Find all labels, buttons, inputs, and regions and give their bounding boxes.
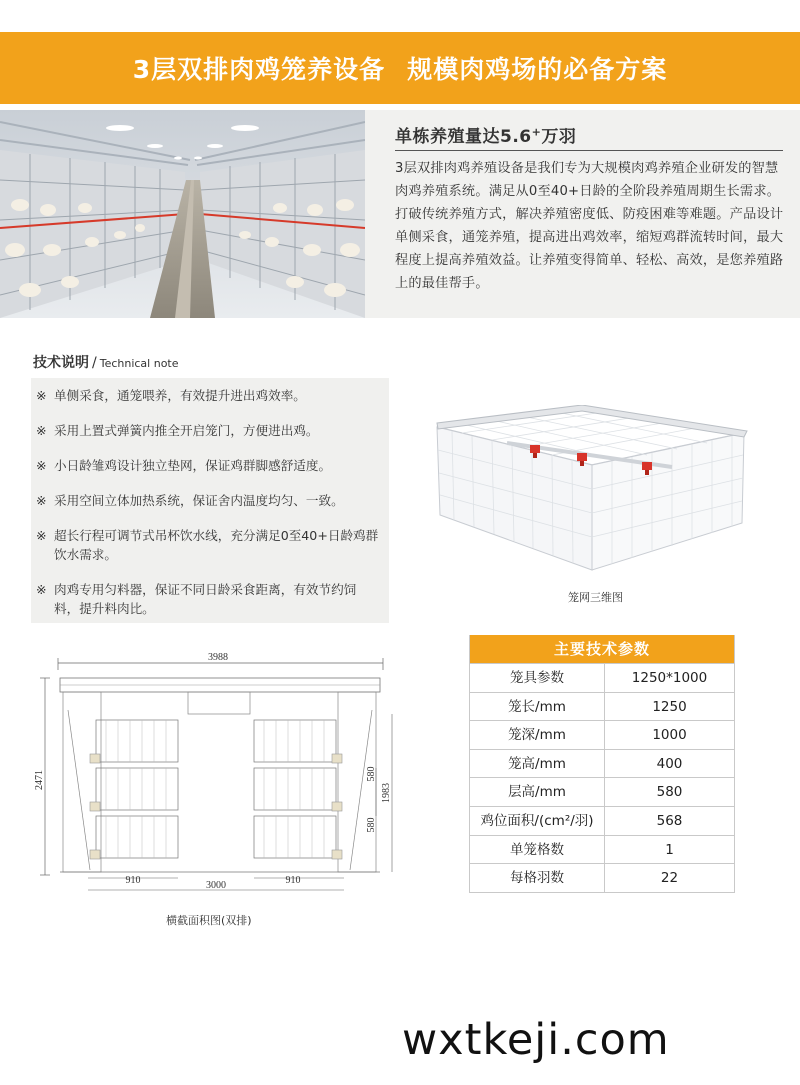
cage-3d-illustration bbox=[432, 405, 752, 575]
table-row: 每格羽数 22 bbox=[470, 863, 734, 892]
tech-note-title: 技术说明 / Technical note bbox=[33, 355, 179, 371]
table-row: 单笼格数 1 bbox=[470, 835, 734, 864]
table-row: 笼深/mm 1000 bbox=[470, 720, 734, 749]
list-item: ※ 肉鸡专用匀料器，保证不同日龄采食距离，有效节约饲料，提升料肉比。 bbox=[36, 582, 357, 616]
list-item: ※ 采用上置式弹簧内推全开启笼门，方便进出鸡。 bbox=[36, 423, 319, 438]
dim-total-height: 2471 bbox=[34, 770, 45, 790]
list-item: ※ 单侧采食，通笼喂养，有效提升进出鸡效率。 bbox=[36, 388, 306, 403]
tech-params-table bbox=[469, 635, 735, 893]
list-item: ※ 小日龄雏鸡设计独立垫网，保证鸡群脚感舒适度。 bbox=[36, 458, 332, 473]
dim-total-width: 3988 bbox=[208, 652, 228, 663]
table-row: 层高/mm 580 bbox=[470, 777, 734, 806]
dim-center-width: 3000 bbox=[206, 880, 226, 891]
intro-panel bbox=[365, 110, 800, 318]
list-item: ※ 采用空间立体加热系统，保证舍内温度均匀、一致。 bbox=[36, 493, 344, 508]
list-item: ※ 超长行程可调节式吊杯饮水线，充分满足0至40+日龄鸡群饮水需求。 bbox=[36, 528, 379, 562]
dim-tier-height-a: 580 bbox=[366, 766, 377, 782]
intro-body: 3层双排肉鸡养殖设备是我们专为大规模肉鸡养殖企业研发的智慧肉鸡养殖系统。满足从0至40+日龄的全阶段养殖周期生长需求。打破传统养殖方式，解决养殖密度低、防疫困难等难题。产品设计单侧采食，通笼养殖，提高进出鸡效率，缩短鸡群流转时间，最大程度上提高养殖效益。让养殖变得简单、轻松、高效，是您养殖路上的最佳帮手。 bbox=[395, 161, 784, 291]
title-banner bbox=[0, 32, 800, 104]
dim-side-width-right: 910 bbox=[285, 875, 301, 886]
table-row: 笼具参数 1250*1000 bbox=[470, 663, 734, 692]
intro-heading: 单栋养殖量达5.6+万羽 bbox=[395, 122, 783, 151]
table-row: 鸡位面积/(cm²/羽) 568 bbox=[470, 806, 734, 835]
table-header: 主要技术参数 bbox=[470, 635, 734, 663]
table-row: 笼高/mm 400 bbox=[470, 749, 734, 778]
cross-section-diagram bbox=[28, 650, 400, 895]
table-row: 笼长/mm 1250 bbox=[470, 692, 734, 721]
dim-side-width-left: 910 bbox=[125, 875, 141, 886]
diagram-caption: 横截面积图(双排) bbox=[166, 914, 252, 927]
site-watermark: wxtkeji.com bbox=[402, 1015, 670, 1065]
page-title: 3层双排肉鸡笼养设备 规模肉鸡场的必备方案 bbox=[132, 55, 668, 84]
cage-3d-caption: 笼网三维图 bbox=[568, 591, 623, 604]
dim-inner-height: 1983 bbox=[381, 783, 392, 803]
dim-tier-height-b: 580 bbox=[366, 817, 377, 833]
broiler-house-photo bbox=[0, 110, 365, 318]
tech-note-list bbox=[31, 378, 389, 623]
